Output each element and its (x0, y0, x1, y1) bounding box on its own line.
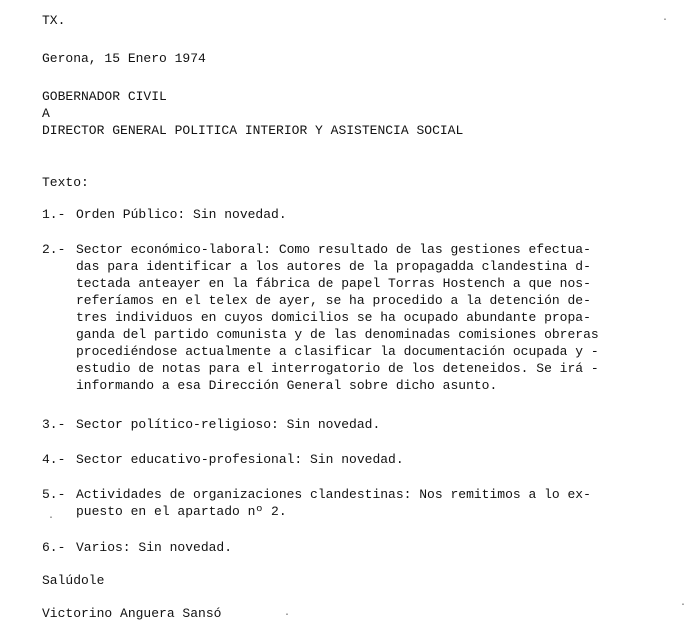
item-number: 1.- (42, 207, 66, 222)
item-line: tres individuos en cuyos domicilios se ha ocupado abundante propa- (76, 310, 591, 325)
item-line: Sector político-religioso: Sin novedad. (76, 417, 381, 432)
item-line: Sector educativo-profesional: Sin novedad. (76, 452, 404, 467)
item-line: Varios: Sin novedad. (76, 540, 233, 555)
item-line: referíamos en el telex de ayer, se ha procedido a la detención de- (76, 293, 591, 308)
item-line: tectada anteayer en la fábrica de papel Torras Hostench a que nos- (76, 276, 591, 291)
sender: GOBERNADOR CIVIL (42, 89, 167, 104)
texto-label: Texto: (42, 175, 89, 190)
item-number: 2.- (42, 242, 66, 257)
item-line: Orden Público: Sin novedad. (76, 207, 287, 222)
signature: Victorino Anguera Sansó (42, 606, 222, 621)
item-line: puesto en el apartado nº 2. (76, 504, 287, 519)
item-number: 3.- (42, 417, 66, 432)
date-line: Gerona, 15 Enero 1974 (42, 51, 206, 66)
item-number: 4.- (42, 452, 66, 467)
tx-label: TX. (42, 13, 66, 28)
scan-speck: · (48, 513, 55, 524)
scan-speck: · (662, 15, 669, 26)
item-line: Sector económico-laboral: Como resultado de las gestiones efectua- (76, 242, 591, 257)
recipient: DIRECTOR GENERAL POLITICA INTERIOR Y ASISTENCIA SOCIAL (42, 123, 464, 138)
item-number: 5.- (42, 487, 66, 502)
scan-speck: · (284, 610, 291, 621)
item-line: ganda del partido comunista y de las denominadas comisiones obreras (76, 327, 599, 342)
item-line: procediéndose actualmente a clasificar la documentación ocupada y - (76, 344, 599, 359)
item-number: 6.- (42, 540, 66, 555)
scan-speck: · (680, 600, 687, 611)
item-line: estudio de notas para el interrogatorio de los deteneidos. Se irá - (76, 361, 599, 376)
item-line: das para identificar a los autores de la propagadda clandestina d- (76, 259, 591, 274)
item-line: Actividades de organizaciones clandestinas: Nos remitimos a lo ex- (76, 487, 591, 502)
recipient-prefix: A (42, 106, 50, 121)
item-line: informando a esa Dirección General sobre dicho asunto. (76, 378, 498, 393)
closing: Salúdole (42, 573, 105, 588)
